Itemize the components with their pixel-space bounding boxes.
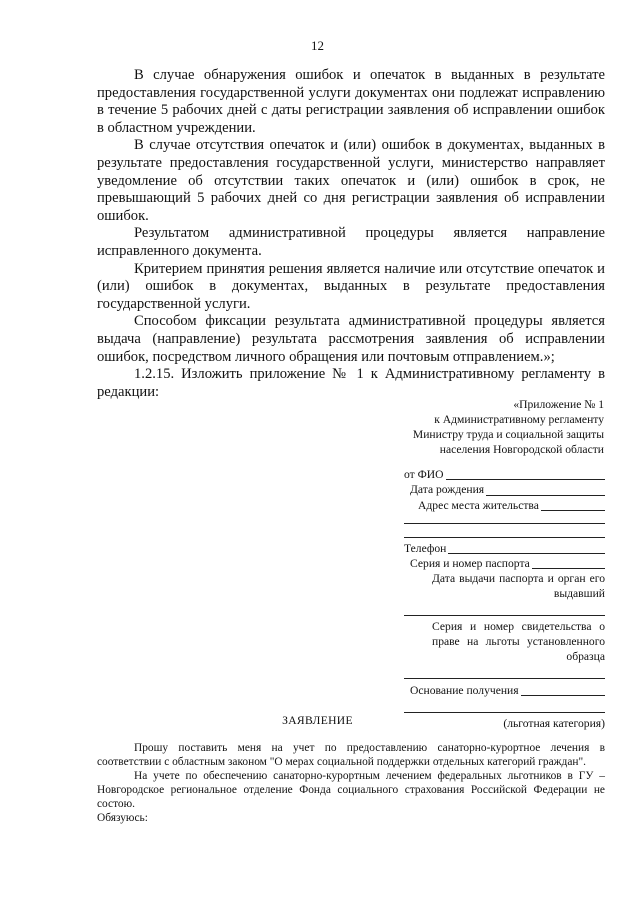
annex-header-line: к Административному регламенту bbox=[434, 413, 604, 426]
passport-label: Серия и номер паспорта bbox=[410, 557, 530, 571]
passport-issue-label: Дата выдачи паспорта и орган его выдавший bbox=[432, 572, 605, 601]
passport-line bbox=[532, 558, 605, 569]
statement-paragraph-obligation: Обязуюсь: bbox=[97, 812, 148, 824]
paragraph-fixation: Способом фиксации результата административной процедуры является выдача (направление) результата рассмотрения заявления об исправлении ошибок, посредством личного обращения или почтовым отправлением.»; bbox=[97, 313, 605, 365]
basis-field bbox=[404, 682, 605, 697]
annex-header-line: «Приложение № 1 bbox=[513, 398, 604, 411]
paragraph-errors-found: В случае обнаружения ошибок и опечаток в выданных в результате предоставления государственной услуги документах они подлежат исправлению в течение 5 рабочих дней с даты регистрации заявления об исправлении ошибок в областном учреждении. bbox=[97, 67, 605, 136]
annex-header-line: населения Новгородской области bbox=[439, 443, 604, 456]
fio-label: от ФИО bbox=[404, 468, 444, 482]
paragraph-result: Результатом административной процедуры является направление исправленного документа. bbox=[97, 225, 605, 259]
fio-line bbox=[446, 469, 605, 480]
statement-paragraph-registration: На учете по обеспечению санаторно-курортным лечением федеральных льготников в ГУ – Новгородское региональное отделение Фонда социального страхования Российской Федерации не состою. bbox=[97, 770, 605, 810]
certificate-label: Серия и номер свидетельства о праве на льготы установленного образца bbox=[432, 620, 605, 664]
statement-body bbox=[97, 741, 605, 825]
statement-paragraph-request: Прошу поставить меня на учет по предоставлению санаторно-курортное лечения в соответствии с областным законом "О мерах социальной поддержки отдельных категорий граждан". bbox=[97, 742, 605, 768]
address-line bbox=[541, 500, 605, 511]
paragraph-no-errors: В случае отсутствия опечаток и (или) ошибок в документах, выданных в результате предоставления государственной услуги, министерство направляет уведомление об отсутствии таких опечаток и (или) ошибок в срок, не превышающий 5 рабочих дней со дня регистрации заявления об исправлении ошибок. bbox=[97, 137, 605, 224]
basis-label: Основание получения bbox=[410, 683, 519, 697]
address-line-3 bbox=[404, 527, 605, 538]
basis-line bbox=[521, 685, 605, 696]
address-line-2 bbox=[404, 513, 605, 524]
address-field bbox=[404, 498, 605, 513]
body-text bbox=[97, 67, 605, 401]
phone-line bbox=[448, 543, 605, 554]
paragraph-amendment: 1.2.15. Изложить приложение № 1 к Административному регламенту в редакции: bbox=[97, 366, 605, 400]
annex-header-line: Министру труда и социальной защиты bbox=[412, 428, 604, 441]
category-label: (льготная категория) bbox=[503, 716, 605, 730]
applicant-fields bbox=[404, 467, 605, 731]
address-label: Адрес места жительства bbox=[418, 498, 539, 512]
phone-field bbox=[404, 541, 605, 556]
certificate-line bbox=[404, 668, 605, 679]
annex-header bbox=[364, 397, 604, 457]
birth-date-label: Дата рождения bbox=[410, 483, 485, 497]
birth-date-line bbox=[486, 485, 605, 496]
passport-issue-line bbox=[404, 605, 605, 616]
statement-title: ЗАЯВЛЕНИЕ bbox=[282, 714, 353, 727]
fio-field bbox=[404, 467, 605, 482]
page-number: 12 bbox=[311, 38, 324, 53]
paragraph-criterion: Критерием принятия решения является наличие или отсутствие опечаток и (или) ошибок в документах, выданных в результате предоставления государственной услуги. bbox=[97, 260, 605, 312]
passport-field bbox=[404, 556, 605, 571]
birth-date-field bbox=[404, 482, 605, 497]
phone-label: Телефон bbox=[404, 541, 447, 555]
category-line bbox=[404, 702, 605, 713]
